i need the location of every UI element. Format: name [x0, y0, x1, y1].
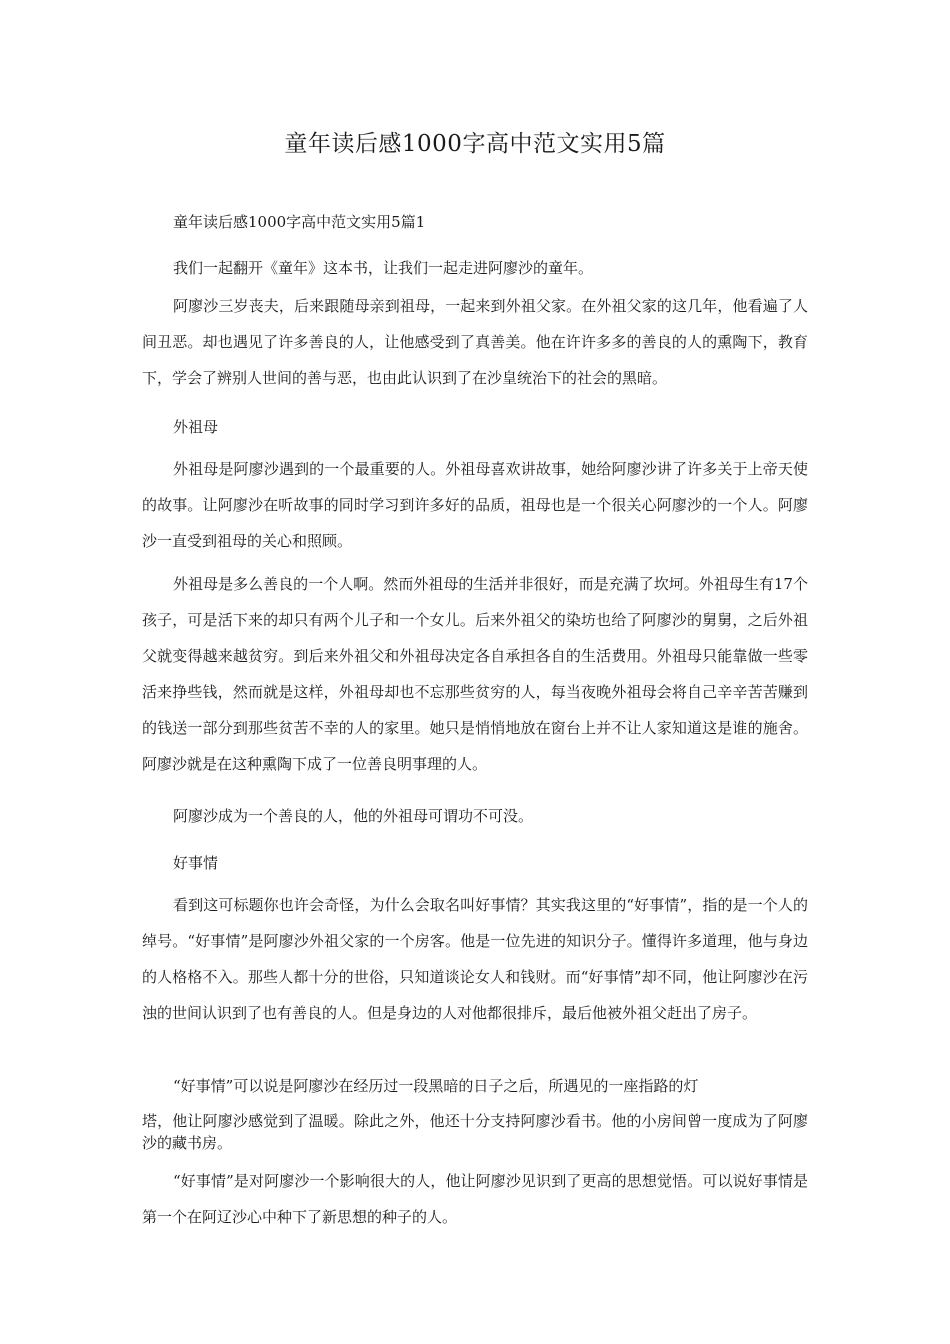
paragraph-grandmother-3: 阿廖沙成为一个善良的人，他的外祖母可谓功不可没。 [173, 807, 534, 825]
document-title: 童年读后感1000字高中范文实用5篇 [284, 131, 666, 157]
paragraph-grandmother-2: 外祖母是多么善良的一个人啊。然而外祖母的生活并非很好，而是充满了坎坷。外祖母生有17个孩子，可是活下来的却只有两个儿子和一个女儿。后来外祖父的染坊也给了阿廖沙的舅舅，之后外祖父就变得越来越贫穷。到后来外祖父和外祖母决定各自承担各自的生活费用。外祖母只能靠做一些零活来挣些钱，然而就是这样，外祖母却也不忘那些贫穷的人，每当夜晚外祖母会将自己辛辛苦苦赚到的钱送一部分到那些贫苦不幸的人的家里。她只是悄悄地放在窗台上并不让人家知道这是谁的施舍。阿廖沙就是在这种熏陶下成了一位善良明事理的人。 [142, 575, 808, 773]
paragraph-intro: 我们一起翻开《童年》这本书，让我们一起走进阿廖沙的童年。 [173, 259, 594, 277]
paragraph-good-business-2b: 塔，他让阿廖沙感觉到了温暖。除此之外，他还十分支持阿廖沙看书。他的小房间曾一度成为了阿廖沙的藏书房。 [142, 1112, 808, 1152]
paragraph-good-business-1: 看到这可标题你也许会奇怪，为什么会取名叫好事情？其实我这里的“好事情”，指的是一个人的绰号。“好事情”是阿廖沙外祖父家的一个房客。他是一位先进的知识分子。懂得许多道理，他与身边的人格格不入。那些人都十分的世俗，只知道谈论女人和钱财。而“好事情”却不同，他让阿廖沙在污浊的世间认识到了也有善良的人。但是身边的人对他都很排斥，最后他被外祖父赶出了房子。 [142, 896, 808, 1022]
section-heading-good-business: 好事情 [173, 854, 219, 872]
paragraph-grandmother-1: 外祖母是阿廖沙遇到的一个最重要的人。外祖母喜欢讲故事，她给阿廖沙讲了许多关于上帝天使的故事。让阿廖沙在听故事的同时学习到许多好的品质，祖母也是一个很关心阿廖沙的一个人。阿廖沙一直受到祖母的关心和照顾。 [142, 460, 808, 550]
paragraph-good-business-2a: “好事情”可以说是阿廖沙在经历过一段黑暗的日子之后，所遇见的一座指路的灯 [173, 1077, 699, 1095]
document-subtitle: 童年读后感1000字高中范文实用5篇1 [173, 213, 426, 231]
paragraph-good-business-3: “好事情”是对阿廖沙一个影响很大的人，他让阿廖沙见识到了更高的思想觉悟。可以说好事情是第一个在阿辽沙心中种下了新思想的种子的人。 [142, 1172, 808, 1226]
paragraph-summary: 阿廖沙三岁丧夫，后来跟随母亲到祖母，一起来到外祖父家。在外祖父家的这几年，他看遍了人间丑恶。却也遇见了许多善良的人，让他感受到了真善美。他在许许多多的善良的人的熏陶下，教育下，学会了辨别人世间的善与恶，也由此认识到了在沙皇统治下的社会的黑暗。 [142, 297, 808, 387]
section-heading-grandmother: 外祖母 [173, 418, 219, 436]
